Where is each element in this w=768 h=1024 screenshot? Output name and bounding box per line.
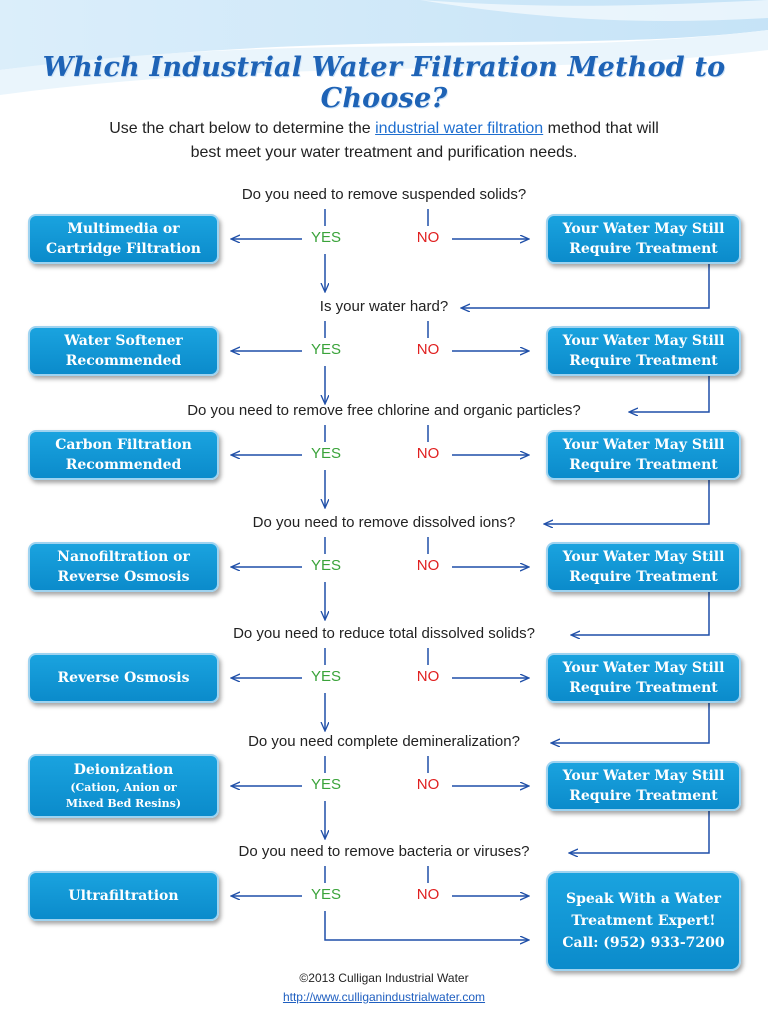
yes-result-line: Cartridge Filtration bbox=[46, 241, 201, 257]
yes-result-line: Water Softener bbox=[64, 333, 183, 349]
no-result-line: Your Water May Still bbox=[562, 549, 725, 565]
no-result-box-5 bbox=[546, 653, 741, 703]
question-3: Do you need to remove free chlorine and organic particles? bbox=[187, 402, 581, 419]
yes-label-3: YES bbox=[310, 445, 341, 462]
no-result-line: Require Treatment bbox=[569, 241, 718, 257]
industrial-water-filtration-link[interactable]: industrial water filtration bbox=[375, 120, 544, 137]
yes-label-7: YES bbox=[310, 886, 341, 903]
expert-contact-line: Treatment Expert! bbox=[571, 913, 716, 929]
no-result-box-6 bbox=[546, 761, 741, 811]
yes-label-2: YES bbox=[310, 341, 341, 358]
yes-result-box-3 bbox=[28, 430, 219, 480]
yes-result-box-7 bbox=[28, 871, 219, 921]
yes-result-line: Recommended bbox=[65, 353, 182, 369]
no-label-1: NO bbox=[416, 229, 440, 246]
intro-text-end: method that will bbox=[543, 120, 659, 137]
yes-result-line: Deionization bbox=[73, 762, 174, 778]
yes-result-line: Carbon Filtration bbox=[55, 437, 192, 453]
question-2: Is your water hard? bbox=[319, 298, 449, 315]
expert-contact-line: Call: (952) 933-7200 bbox=[562, 935, 725, 951]
no-label-2: NO bbox=[416, 341, 440, 358]
no-result-box-1 bbox=[546, 214, 741, 264]
expert-contact-box bbox=[546, 871, 741, 971]
intro-text-start: Use the chart below to determine the bbox=[109, 120, 376, 137]
yes-result-box-5 bbox=[28, 653, 219, 703]
no-result-box-2 bbox=[546, 326, 741, 376]
yes-label-4: YES bbox=[310, 557, 341, 574]
question-1: Do you need to remove suspended solids? bbox=[241, 186, 527, 203]
yes-label-6: YES bbox=[310, 776, 341, 793]
footer-url-wrapper bbox=[0, 990, 768, 1004]
page-title: Which Industrial Water Filtration Method to Choose? bbox=[42, 52, 726, 114]
no-label-4: NO bbox=[416, 557, 440, 574]
yes-result-box-1 bbox=[28, 214, 219, 264]
no-label-5: NO bbox=[416, 668, 440, 685]
question-6: Do you need complete demineralization? bbox=[248, 733, 520, 750]
no-label-6: NO bbox=[416, 776, 440, 793]
yes-result-line: Reverse Osmosis bbox=[57, 569, 190, 585]
yes-result-line: Ultrafiltration bbox=[68, 888, 179, 904]
expert-contact-line: Speak With a Water bbox=[565, 891, 722, 907]
yes-result-box-4 bbox=[28, 542, 219, 592]
yes-result-subline: Mixed Bed Resins) bbox=[65, 797, 182, 810]
yes-result-line: Recommended bbox=[65, 457, 182, 473]
question-7: Do you need to remove bacteria or viruses? bbox=[238, 843, 530, 860]
no-label-3: NO bbox=[416, 445, 440, 462]
yes-result-line: Reverse Osmosis bbox=[57, 670, 190, 686]
no-result-line: Your Water May Still bbox=[562, 333, 725, 349]
no-result-box-4 bbox=[546, 542, 741, 592]
footer-copyright: ©2013 Culligan Industrial Water bbox=[299, 971, 469, 985]
yes-label-5: YES bbox=[310, 668, 341, 685]
yes-result-box-6 bbox=[28, 754, 219, 818]
no-result-line: Require Treatment bbox=[569, 569, 718, 585]
no-result-line: Require Treatment bbox=[569, 457, 718, 473]
yes-result-subline: (Cation, Anion or bbox=[70, 781, 177, 794]
yes-label-1: YES bbox=[310, 229, 341, 246]
yes-result-box-2 bbox=[28, 326, 219, 376]
no-result-line: Your Water May Still bbox=[562, 768, 725, 784]
yes-result-line: Multimedia or bbox=[67, 221, 180, 237]
no-result-line: Your Water May Still bbox=[562, 660, 725, 676]
no-result-line: Your Water May Still bbox=[562, 221, 725, 237]
question-5: Do you need to reduce total dissolved solids? bbox=[233, 625, 535, 642]
footer-url-link[interactable]: http://www.culliganindustrialwater.com bbox=[282, 990, 486, 1004]
no-result-line: Require Treatment bbox=[569, 680, 718, 696]
no-result-line: Require Treatment bbox=[569, 788, 718, 804]
no-result-line: Your Water May Still bbox=[562, 437, 725, 453]
intro-text-line2: best meet your water treatment and purification needs. bbox=[190, 144, 578, 161]
question-4: Do you need to remove dissolved ions? bbox=[252, 514, 516, 531]
no-result-line: Require Treatment bbox=[569, 353, 718, 369]
no-label-7: NO bbox=[416, 886, 440, 903]
yes-result-line: Nanofiltration or bbox=[57, 549, 190, 565]
no-result-box-3 bbox=[546, 430, 741, 480]
final-arrow bbox=[325, 911, 528, 940]
